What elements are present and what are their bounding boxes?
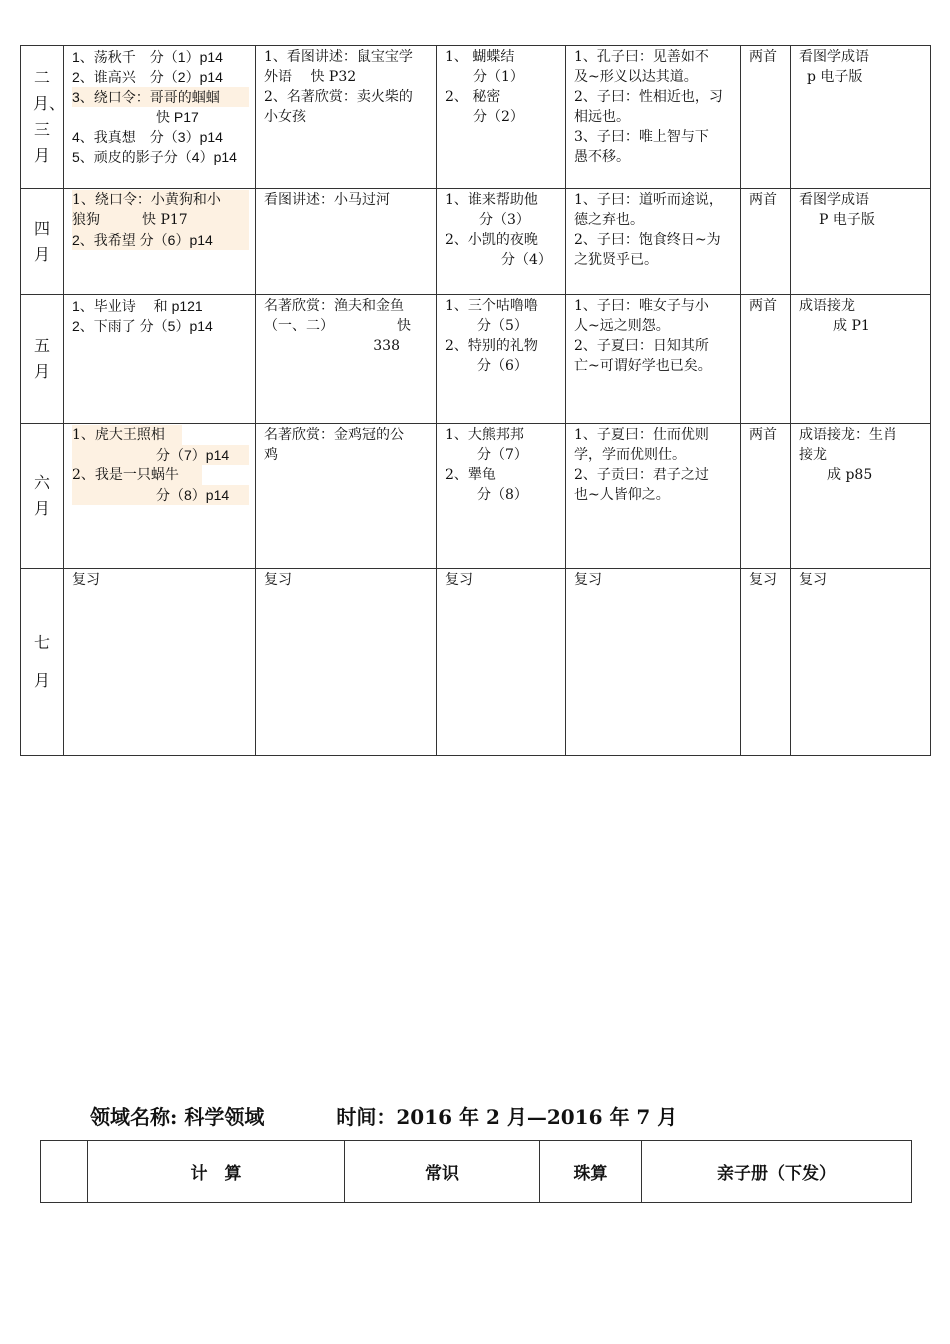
science-domain-table xyxy=(40,1140,912,1203)
month-cell: 二月、三月 xyxy=(21,46,64,189)
table-row xyxy=(21,424,931,569)
cell-col3: 1、 蝴蝶结 分（1） 2、 秘密 分（2） xyxy=(437,46,566,189)
cell-col1: 1、毕业诗 和 p121 2、下雨了 分（5）p14 xyxy=(64,295,256,424)
cell-col3: 1、谁来帮助他 分（3） 2、小凯的夜晚 分（4） xyxy=(437,189,566,295)
cell-col4: 1、子曰：唯女子与小 人~远之则怨。 2、子夏曰：日知其所 亡~可谓好学也已矣。 xyxy=(566,295,741,424)
cell-col3: 1、三个咕噜噜 分（5） 2、特别的礼物 分（6） xyxy=(437,295,566,424)
domain-name: 领域名称: 科学领域 xyxy=(90,1105,265,1129)
cell-col4: 1、子曰：道听而途说， 德之弃也。 2、子曰：饱食终日~为 之犹贤乎已。 xyxy=(566,189,741,295)
cell-col6: 成语接龙：生肖 接龙 成 p85 xyxy=(791,424,931,569)
cell-col5: 两首 xyxy=(741,189,791,295)
cell-col3: 复习 xyxy=(437,569,566,756)
cell-col2: 1、看图讲述：鼠宝宝学 外语 快 P32 2、名著欣赏：卖火柴的 小女孩 xyxy=(256,46,437,189)
domain-time: 时间：2016 年 2 月—2016 年 7 月 xyxy=(336,1105,678,1129)
curriculum-plan-table xyxy=(20,45,931,756)
cell-col2: 复习 xyxy=(256,569,437,756)
cell-col6: 看图学成语 P 电子版 xyxy=(791,189,931,295)
header-cell-parent-child-book: 亲子册（下发） xyxy=(642,1141,912,1203)
cell-col1: 1、荡秋千 分（1）p14 2、谁高兴 分（2）p14 3、绕口令：哥哥的蝈蝈 快 P17 4、我真想 分（3）p14 5、顽皮的影子分（4）p14 xyxy=(64,46,256,189)
month-cell: 七月 xyxy=(21,569,64,756)
header-cell-blank xyxy=(41,1141,88,1203)
header-cell-abacus: 珠算 xyxy=(540,1141,642,1203)
table-row xyxy=(21,569,931,756)
month-cell: 五月 xyxy=(21,295,64,424)
month-cell: 四月 xyxy=(21,189,64,295)
month-cell: 六月 xyxy=(21,424,64,569)
cell-col2: 看图讲述：小马过河 xyxy=(256,189,437,295)
header-cell-calculation: 计 算 xyxy=(88,1141,345,1203)
cell-col1: 复习 xyxy=(64,569,256,756)
header-cell-general-knowledge: 常识 xyxy=(345,1141,540,1203)
cell-col2: 名著欣赏：渔夫和金鱼 （一、二） 快 338 xyxy=(256,295,437,424)
cell-col2: 名著欣赏：金鸡冠的公 鸡 xyxy=(256,424,437,569)
table-row xyxy=(21,189,931,295)
cell-col5: 复习 xyxy=(741,569,791,756)
cell-col5: 两首 xyxy=(741,424,791,569)
cell-col6: 复习 xyxy=(791,569,931,756)
table-row xyxy=(21,295,931,424)
cell-col6: 看图学成语 p 电子版 xyxy=(791,46,931,189)
table-row xyxy=(21,46,931,189)
table-header-row xyxy=(41,1141,912,1203)
cell-col4: 复习 xyxy=(566,569,741,756)
cell-col1: 1、绕口令：小黄狗和小 狼狗 快 P17 2、我希望 分（6）p14 xyxy=(64,189,256,295)
cell-col4: 1、子夏曰：仕而优则 学，学而优则仕。 2、子贡曰：君子之过 也~人皆仰之。 xyxy=(566,424,741,569)
cell-col4: 1、孔子曰：见善如不 及~形义以达其道。 2、子曰：性相近也，习 相远也。 3、子曰：唯上智与下 愚不移。 xyxy=(566,46,741,189)
cell-col6: 成语接龙 成 P1 xyxy=(791,295,931,424)
cell-col5: 两首 xyxy=(741,46,791,189)
domain-heading xyxy=(90,1101,677,1130)
cell-col5: 两首 xyxy=(741,295,791,424)
cell-col3: 1、大熊邦邦 分（7） 2、犟龟 分（8） xyxy=(437,424,566,569)
cell-col1: 1、虎大王照相 分（7）p14 2、我是一只蜗牛 分（8）p14 xyxy=(64,424,256,569)
